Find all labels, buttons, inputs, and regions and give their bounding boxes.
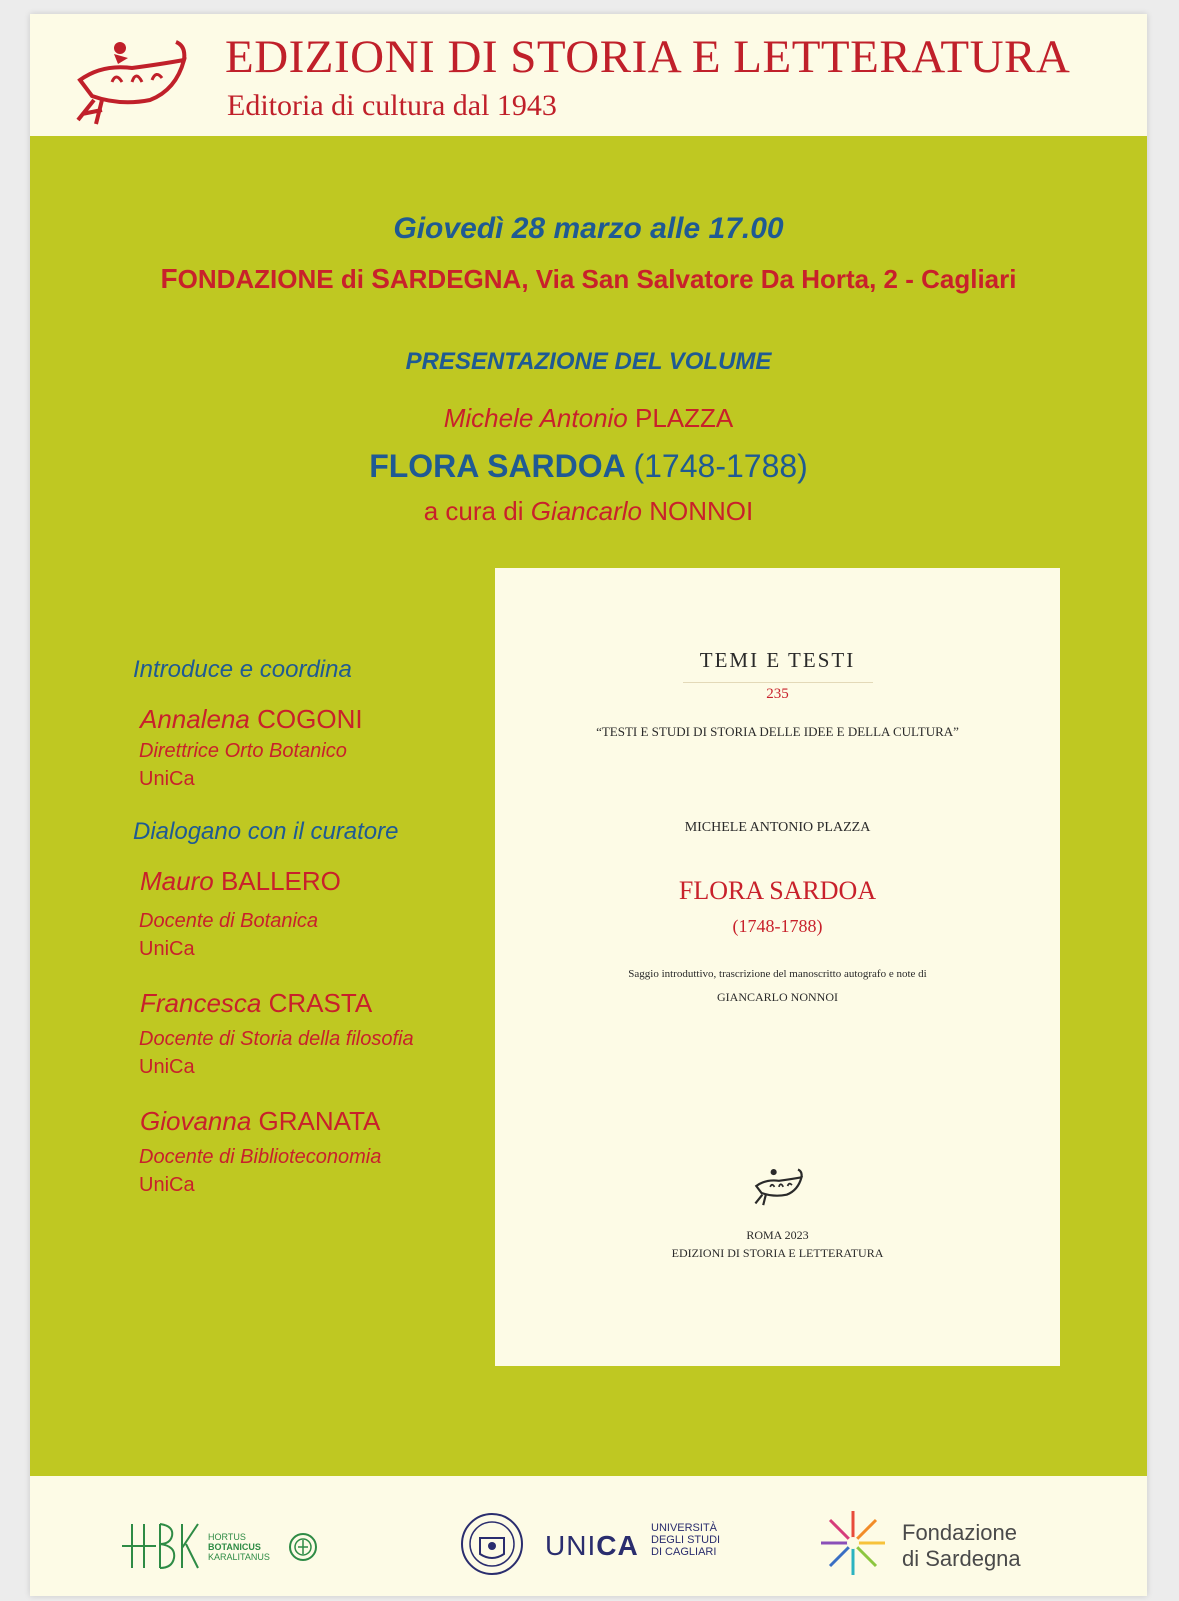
author-last-name: PLAZZA bbox=[635, 403, 734, 433]
panelist-last-name: CRASTA bbox=[268, 988, 373, 1018]
event-datetime: Giovedì 28 marzo alle 17.00 bbox=[393, 212, 784, 245]
cover-title: FLORA SARDOA bbox=[678, 876, 877, 905]
fondazione-star-icon bbox=[818, 1508, 888, 1578]
book-title: FLORA SARDOA bbox=[369, 448, 625, 484]
cover-series: TEMI E TESTI bbox=[699, 648, 856, 672]
footer bbox=[30, 1476, 1147, 1596]
venue-part: F bbox=[160, 263, 178, 294]
panelist-affiliation: UniCa bbox=[139, 1056, 195, 1078]
panelist-role: Docente di Botanica bbox=[139, 910, 319, 932]
book-years: (1748-1788) bbox=[633, 448, 808, 484]
cover-publisher: EDIZIONI DI STORIA E LETTERATURA bbox=[671, 1246, 884, 1260]
book-author bbox=[30, 403, 1147, 434]
author-first-name: Michele Antonio bbox=[443, 403, 628, 433]
fondazione-name bbox=[902, 1520, 1021, 1572]
moderator-role: Direttrice Orto Botanico bbox=[139, 740, 347, 762]
moderator-affiliation: UniCa bbox=[139, 768, 195, 790]
introduce-label: Introduce e coordina bbox=[133, 656, 352, 683]
hbk-line: HORTUS bbox=[208, 1532, 246, 1542]
hbk-logo-icon bbox=[122, 1520, 200, 1572]
presentation-label: PRESENTAZIONE DEL VOLUME bbox=[405, 348, 772, 375]
event-venue bbox=[30, 263, 1147, 295]
panelist-role: Docente di Biblioteconomia bbox=[139, 1146, 382, 1168]
unica-part: UNI bbox=[545, 1530, 597, 1561]
venue-part: ONDAZIONE bbox=[177, 264, 334, 294]
moderator-name bbox=[140, 704, 363, 735]
panelist-last-name: BALLERO bbox=[220, 866, 341, 896]
panelist-first-name: Giovanna bbox=[140, 1106, 252, 1136]
poster bbox=[30, 14, 1147, 1596]
book-title-line bbox=[30, 448, 1147, 485]
curator-last-name: NONNOI bbox=[649, 496, 754, 526]
panelist-name bbox=[140, 988, 372, 1019]
fondazione-line: Fondazione bbox=[902, 1520, 1017, 1545]
book-curator bbox=[30, 496, 1147, 527]
venue-part: S bbox=[371, 263, 390, 294]
cover-description: Saggio introduttivo, trascrizione del manoscritto autografo e note di bbox=[628, 968, 927, 980]
university-line: UNIVERSITÀ bbox=[651, 1522, 718, 1534]
moderator-first-name: Annalena bbox=[140, 704, 250, 734]
venue-part: , Via San Salvatore Da Horta, 2 - Cagliari bbox=[521, 264, 1017, 294]
unica-wordmark bbox=[545, 1530, 639, 1562]
hbk-text bbox=[208, 1532, 270, 1562]
university-seal-icon bbox=[460, 1512, 524, 1576]
panelist-name bbox=[140, 1106, 380, 1137]
hbk-line: BOTANICUS bbox=[208, 1542, 261, 1552]
book-cover bbox=[495, 568, 1060, 1366]
panelist-affiliation: UniCa bbox=[139, 938, 195, 960]
venue-part: ARDEGNA bbox=[389, 264, 522, 294]
panelist-role: Docente di Storia della filosofia bbox=[139, 1028, 414, 1050]
cover-place-year: ROMA 2023 bbox=[746, 1228, 809, 1242]
venue-part: di bbox=[333, 264, 372, 294]
university-line: DEGLI STUDI bbox=[651, 1534, 721, 1546]
cover-editor: GIANCARLO NONNOI bbox=[717, 990, 838, 1004]
moderator-last-name: COGONI bbox=[257, 704, 363, 734]
panelist-name bbox=[140, 866, 341, 897]
ship-logo-icon bbox=[751, 1166, 805, 1206]
curator-prefix: a cura di bbox=[423, 496, 524, 526]
university-line: DI CAGLIARI bbox=[651, 1546, 717, 1558]
hbk-line: KARALITANUS bbox=[208, 1552, 270, 1562]
header bbox=[30, 14, 1147, 136]
fondazione-line: di Sardegna bbox=[902, 1546, 1021, 1571]
cover-number: 235 bbox=[766, 686, 789, 702]
panelist-last-name: GRANATA bbox=[258, 1106, 381, 1136]
ship-logo-icon bbox=[72, 34, 188, 126]
cover-years: (1748-1788) bbox=[732, 916, 823, 936]
botanic-seal-icon bbox=[288, 1532, 318, 1562]
cover-divider bbox=[683, 682, 873, 683]
panelist-first-name: Mauro bbox=[140, 866, 214, 896]
panelist-first-name: Francesca bbox=[140, 988, 262, 1018]
cover-collection: “TESTI E STUDI DI STORIA DELLE IDEE E DELLA CULTURA” bbox=[596, 724, 959, 739]
publisher-title: EDIZIONI DI STORIA E LETTERATURA bbox=[225, 31, 1071, 83]
publisher-subtitle: Editoria di cultura dal 1943 bbox=[227, 89, 557, 122]
main-panel bbox=[30, 136, 1147, 1476]
cover-author: MICHELE ANTONIO PLAZZA bbox=[684, 820, 871, 835]
curator-first-name: Giancarlo bbox=[530, 496, 642, 526]
unica-part: CA bbox=[596, 1530, 639, 1561]
university-name bbox=[651, 1522, 720, 1558]
panelist-affiliation: UniCa bbox=[139, 1174, 195, 1196]
dialogue-label: Dialogano con il curatore bbox=[133, 818, 399, 845]
